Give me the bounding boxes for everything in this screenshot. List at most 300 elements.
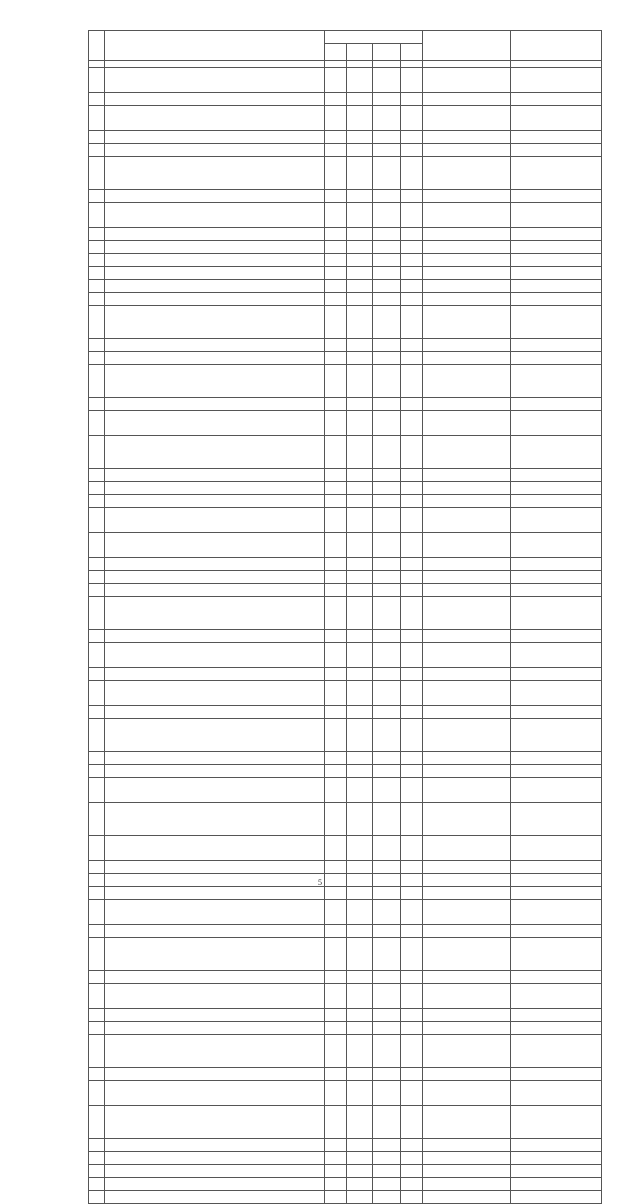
table-cell — [401, 887, 423, 900]
table-row — [89, 925, 602, 938]
table-row — [89, 706, 602, 719]
table-cell — [89, 836, 105, 861]
table-cell — [373, 254, 401, 267]
table-row — [89, 1191, 602, 1204]
table-cell — [347, 887, 373, 900]
table-cell — [89, 1191, 105, 1204]
table-cell — [373, 765, 401, 778]
table-cell — [373, 436, 401, 469]
table-cell — [373, 706, 401, 719]
table-cell — [347, 1081, 373, 1106]
table-row — [89, 241, 602, 254]
table-cell — [511, 1139, 602, 1152]
table-cell — [511, 836, 602, 861]
table-cell — [105, 495, 325, 508]
table-cell — [401, 836, 423, 861]
table-cell — [105, 1191, 325, 1204]
table-cell — [511, 1165, 602, 1178]
table-cell — [325, 93, 347, 106]
table-row — [89, 836, 602, 861]
table-cell — [373, 1035, 401, 1068]
table-cell — [105, 339, 325, 352]
table-cell — [423, 398, 511, 411]
table-cell — [347, 280, 373, 293]
table-cell — [325, 643, 347, 668]
table-cell — [347, 131, 373, 144]
table-cell — [511, 157, 602, 190]
table-cell — [347, 861, 373, 874]
table-cell — [373, 1081, 401, 1106]
table-cell — [511, 280, 602, 293]
table-cell — [105, 1165, 325, 1178]
table-cell — [105, 1178, 325, 1191]
table-cell — [373, 482, 401, 495]
table-cell — [325, 584, 347, 597]
table-cell — [89, 495, 105, 508]
table-row — [89, 887, 602, 900]
table-cell — [423, 106, 511, 131]
table-cell — [511, 925, 602, 938]
table-cell — [325, 681, 347, 706]
table-cell — [325, 597, 347, 630]
table-cell — [373, 131, 401, 144]
table-cell — [373, 836, 401, 861]
table-cell — [325, 241, 347, 254]
table-cell — [347, 597, 373, 630]
header-cell — [423, 31, 511, 61]
table-cell — [347, 571, 373, 584]
table-cell — [423, 482, 511, 495]
table-cell — [89, 900, 105, 925]
table-cell — [347, 339, 373, 352]
table-cell — [89, 228, 105, 241]
table-cell — [401, 1068, 423, 1081]
table-cell — [401, 339, 423, 352]
table-cell — [423, 861, 511, 874]
table-cell — [401, 1106, 423, 1139]
table-cell — [423, 887, 511, 900]
table-cell — [511, 306, 602, 339]
table-cell — [423, 190, 511, 203]
table-cell — [511, 571, 602, 584]
table-cell — [401, 293, 423, 306]
table-cell — [89, 584, 105, 597]
table-cell — [89, 190, 105, 203]
table-cell — [105, 482, 325, 495]
table-cell — [423, 1178, 511, 1191]
table-row — [89, 668, 602, 681]
table-cell — [347, 482, 373, 495]
table-cell — [325, 267, 347, 280]
table-cell — [373, 1009, 401, 1022]
table-cell — [325, 752, 347, 765]
table-cell — [325, 1009, 347, 1022]
table-cell — [89, 643, 105, 668]
table-cell — [423, 1081, 511, 1106]
table-row — [89, 131, 602, 144]
table-cell — [511, 411, 602, 436]
table-cell — [373, 228, 401, 241]
table-cell — [401, 765, 423, 778]
table-cell — [373, 803, 401, 836]
budget-table — [88, 30, 602, 1204]
table-cell — [105, 190, 325, 203]
table-cell — [401, 861, 423, 874]
table-cell — [373, 241, 401, 254]
table-cell — [423, 836, 511, 861]
table-cell — [511, 558, 602, 571]
table-cell — [325, 495, 347, 508]
table-cell — [373, 887, 401, 900]
table-row — [89, 900, 602, 925]
table-cell — [325, 668, 347, 681]
table-cell — [325, 228, 347, 241]
table-cell — [423, 293, 511, 306]
table-cell — [105, 597, 325, 630]
table-cell — [105, 93, 325, 106]
table-cell — [373, 1022, 401, 1035]
table-cell — [401, 365, 423, 398]
table-cell — [89, 1178, 105, 1191]
table-cell — [423, 280, 511, 293]
table-cell — [89, 1139, 105, 1152]
table-cell — [89, 398, 105, 411]
table-cell — [511, 597, 602, 630]
table-cell — [89, 131, 105, 144]
table-cell — [105, 1081, 325, 1106]
table-cell — [511, 900, 602, 925]
table-cell — [401, 306, 423, 339]
table-cell — [373, 106, 401, 131]
table-cell — [401, 411, 423, 436]
table-cell — [105, 1106, 325, 1139]
table-cell — [105, 144, 325, 157]
table-cell — [373, 267, 401, 280]
table-cell — [373, 719, 401, 752]
table-cell — [325, 436, 347, 469]
table-cell — [401, 254, 423, 267]
table-cell — [511, 365, 602, 398]
table-cell — [89, 365, 105, 398]
table-cell — [401, 938, 423, 971]
table-cell — [325, 508, 347, 533]
table-cell — [105, 861, 325, 874]
table-cell — [423, 719, 511, 752]
table-row — [89, 508, 602, 533]
table-cell — [373, 778, 401, 803]
table-cell — [89, 254, 105, 267]
table-cell — [401, 241, 423, 254]
table-row — [89, 280, 602, 293]
table-cell — [105, 411, 325, 436]
table-cell — [89, 280, 105, 293]
table-cell — [511, 778, 602, 803]
table-cell — [511, 630, 602, 643]
table-row — [89, 765, 602, 778]
table-cell — [325, 339, 347, 352]
table-cell — [347, 1139, 373, 1152]
table-row — [89, 719, 602, 752]
table-cell — [373, 1178, 401, 1191]
table-cell — [105, 254, 325, 267]
table-cell — [423, 495, 511, 508]
table-cell — [423, 469, 511, 482]
table-row — [89, 68, 602, 93]
table-cell — [423, 365, 511, 398]
table-row — [89, 482, 602, 495]
table-cell — [347, 228, 373, 241]
table-cell — [89, 267, 105, 280]
table-cell — [325, 131, 347, 144]
header-cell — [511, 31, 602, 61]
table-row — [89, 365, 602, 398]
table-row — [89, 267, 602, 280]
table-row — [89, 144, 602, 157]
table-cell — [105, 681, 325, 706]
table-cell — [511, 1191, 602, 1204]
table-cell — [89, 469, 105, 482]
table-cell — [511, 1009, 602, 1022]
table-cell — [347, 925, 373, 938]
table-cell — [373, 293, 401, 306]
table-cell — [347, 765, 373, 778]
table-cell — [325, 571, 347, 584]
table-cell — [401, 778, 423, 803]
table-row — [89, 861, 602, 874]
table-cell — [511, 1081, 602, 1106]
table-cell — [401, 1152, 423, 1165]
table-cell — [325, 971, 347, 984]
table-cell — [105, 558, 325, 571]
table-row — [89, 411, 602, 436]
table-cell — [347, 1009, 373, 1022]
table-cell — [423, 254, 511, 267]
table-cell — [373, 1139, 401, 1152]
table-cell — [325, 900, 347, 925]
table-cell — [347, 752, 373, 765]
column-number — [511, 61, 602, 68]
table-cell — [105, 436, 325, 469]
table-cell — [105, 643, 325, 668]
table-cell — [105, 203, 325, 228]
table-cell — [105, 765, 325, 778]
table-cell — [511, 482, 602, 495]
table-cell — [401, 643, 423, 668]
table-cell — [373, 495, 401, 508]
table-cell — [423, 228, 511, 241]
table-cell — [511, 131, 602, 144]
table-cell — [89, 144, 105, 157]
table-cell — [105, 803, 325, 836]
table-cell — [89, 571, 105, 584]
table-cell — [401, 668, 423, 681]
table-cell — [325, 106, 347, 131]
table-cell — [347, 706, 373, 719]
table-cell — [325, 1106, 347, 1139]
table-cell — [325, 1022, 347, 1035]
table-cell — [347, 306, 373, 339]
table-cell — [511, 339, 602, 352]
table-cell — [423, 630, 511, 643]
table-cell — [347, 352, 373, 365]
column-number — [423, 61, 511, 68]
table-cell — [511, 861, 602, 874]
table-cell — [347, 411, 373, 436]
table-cell — [511, 681, 602, 706]
table-cell — [325, 203, 347, 228]
table-cell — [105, 1009, 325, 1022]
table-cell — [373, 938, 401, 971]
table-cell — [325, 887, 347, 900]
table-cell — [511, 398, 602, 411]
table-cell — [373, 339, 401, 352]
table-cell — [347, 1035, 373, 1068]
table-cell — [325, 469, 347, 482]
table-cell — [373, 597, 401, 630]
table-cell — [401, 900, 423, 925]
table-cell — [423, 241, 511, 254]
table-cell — [423, 900, 511, 925]
table-cell — [401, 190, 423, 203]
table-cell — [401, 971, 423, 984]
table-cell — [325, 68, 347, 93]
table-cell — [89, 706, 105, 719]
table-row — [89, 643, 602, 668]
table-cell — [511, 706, 602, 719]
table-cell — [89, 68, 105, 93]
table-cell — [105, 508, 325, 533]
table-cell — [325, 482, 347, 495]
table-row — [89, 157, 602, 190]
table-cell — [511, 533, 602, 558]
table-cell — [373, 398, 401, 411]
table-cell — [347, 938, 373, 971]
table-row — [89, 495, 602, 508]
table-cell — [347, 190, 373, 203]
column-number — [89, 61, 105, 68]
table-cell — [347, 157, 373, 190]
table-cell — [347, 681, 373, 706]
table-row — [89, 778, 602, 803]
table-cell — [325, 1081, 347, 1106]
table-cell — [347, 365, 373, 398]
table-cell — [423, 131, 511, 144]
table-cell — [423, 436, 511, 469]
table-cell — [401, 597, 423, 630]
table-cell — [105, 925, 325, 938]
table-cell — [401, 352, 423, 365]
table-cell — [401, 469, 423, 482]
table-cell — [401, 157, 423, 190]
table-cell — [423, 681, 511, 706]
table-cell — [511, 1152, 602, 1165]
table-cell — [347, 293, 373, 306]
table-cell — [325, 1191, 347, 1204]
table-cell — [373, 1068, 401, 1081]
table-cell — [89, 971, 105, 984]
table-cell — [423, 411, 511, 436]
table-row — [89, 971, 602, 984]
table-cell — [89, 778, 105, 803]
table-row — [89, 228, 602, 241]
column-number — [401, 61, 423, 68]
table-cell — [373, 861, 401, 874]
table-cell — [89, 1165, 105, 1178]
table-cell — [325, 293, 347, 306]
table-cell — [89, 803, 105, 836]
table-cell — [423, 1068, 511, 1081]
table-cell — [347, 900, 373, 925]
table-cell — [373, 1165, 401, 1178]
table-cell — [105, 365, 325, 398]
table-cell — [347, 1106, 373, 1139]
table-cell — [373, 93, 401, 106]
table-row — [89, 1106, 602, 1139]
table-cell — [401, 482, 423, 495]
table-cell — [105, 106, 325, 131]
table-cell — [511, 228, 602, 241]
table-row — [89, 571, 602, 584]
table-row — [89, 293, 602, 306]
table-cell — [401, 436, 423, 469]
table-cell — [373, 508, 401, 533]
table-cell — [105, 293, 325, 306]
table-cell — [325, 254, 347, 267]
table-cell — [105, 131, 325, 144]
table-cell — [89, 482, 105, 495]
table-cell — [347, 93, 373, 106]
table-cell — [89, 1106, 105, 1139]
table-cell — [511, 938, 602, 971]
table-cell — [325, 803, 347, 836]
table-cell — [423, 1035, 511, 1068]
table-cell — [347, 836, 373, 861]
table-cell — [401, 533, 423, 558]
table-cell — [373, 558, 401, 571]
table-cell — [325, 533, 347, 558]
column-number-row — [89, 61, 602, 68]
table-cell — [423, 1106, 511, 1139]
table-cell — [401, 68, 423, 93]
table-cell — [423, 533, 511, 558]
table-cell — [511, 267, 602, 280]
table-cell — [401, 131, 423, 144]
header-cell — [401, 44, 423, 61]
table-cell — [373, 68, 401, 93]
table-cell — [89, 352, 105, 365]
table-cell — [347, 203, 373, 228]
table-cell — [89, 668, 105, 681]
table-cell — [423, 643, 511, 668]
table-cell — [511, 1068, 602, 1081]
table-row — [89, 1152, 602, 1165]
table-cell — [511, 203, 602, 228]
table-cell — [511, 1035, 602, 1068]
table-cell — [401, 93, 423, 106]
column-number — [373, 61, 401, 68]
table-cell — [401, 106, 423, 131]
table-cell — [325, 411, 347, 436]
table-cell — [423, 984, 511, 1009]
table-row — [89, 1139, 602, 1152]
table-cell — [89, 887, 105, 900]
table-cell — [325, 925, 347, 938]
table-cell — [373, 971, 401, 984]
table-row — [89, 1022, 602, 1035]
header-cell — [325, 31, 423, 44]
table-cell — [105, 836, 325, 861]
table-cell — [347, 495, 373, 508]
